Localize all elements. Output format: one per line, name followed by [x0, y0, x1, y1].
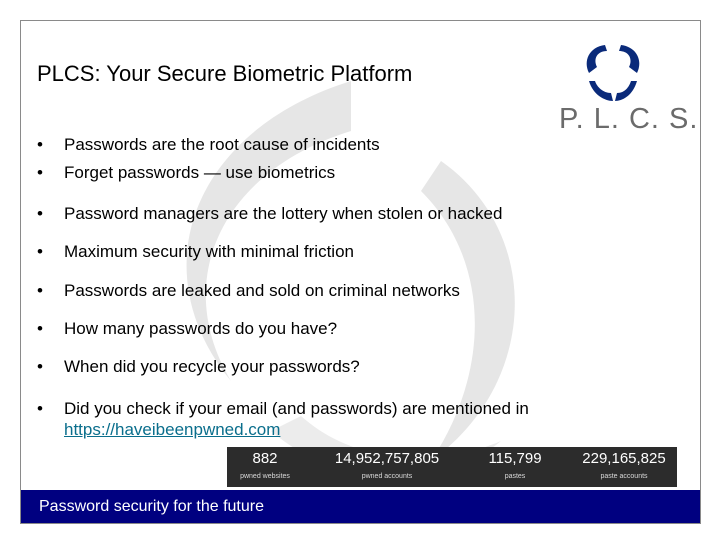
bullet-text: Passwords are the root cause of incidents: [64, 135, 380, 154]
plcs-logo-icon: [577, 37, 649, 109]
footer-bar: [21, 490, 700, 523]
pwned-stats-banner: [227, 447, 677, 487]
bullet-marker: •: [37, 163, 43, 182]
stat-pwned-websites: [229, 450, 301, 482]
slide-title: PLCS: Your Secure Biometric Platform: [37, 61, 413, 86]
bullet-marker: •: [37, 281, 43, 300]
haveibeenpwned-link[interactable]: https://haveibeenpwned.com: [64, 420, 281, 439]
stat-paste-accounts: [573, 450, 675, 482]
stat-pastes: [467, 450, 563, 482]
footer-text: Password security for the future: [39, 498, 264, 515]
bullet-text: Passwords are leaked and sold on criminal networks: [64, 281, 460, 300]
stat-value: 115,799: [488, 450, 542, 467]
bullet-text: Password managers are the lottery when stolen or hacked: [64, 204, 503, 223]
bullet-marker: •: [37, 135, 43, 154]
stat-label: pwned accounts: [361, 473, 413, 480]
bullet-marker: •: [37, 242, 43, 261]
logo-wordmark: P. L. C. S.: [559, 103, 699, 135]
bullet-marker: •: [37, 319, 43, 338]
stat-pwned-accounts: [319, 450, 455, 482]
stat-label: pwned websites: [240, 473, 290, 480]
bullet-text: Did you check if your email (and passwords) are mentioned in: [64, 399, 529, 418]
bullet-marker: •: [37, 357, 43, 376]
bullet-text: How many passwords do you have?: [64, 319, 338, 338]
stat-value: 14,952,757,805: [334, 450, 440, 467]
bullet-text: Forget passwords — use biometrics: [64, 163, 336, 182]
stat-value: 882: [252, 450, 278, 467]
bullet-marker: •: [37, 204, 43, 223]
slide: [20, 20, 701, 524]
bullet-marker: •: [37, 399, 43, 418]
stat-value: 229,165,825: [582, 450, 666, 467]
stat-label: paste accounts: [600, 473, 648, 480]
bullet-text: When did you recycle your passwords?: [64, 357, 360, 376]
bullet-text: Maximum security with minimal friction: [64, 242, 354, 261]
stat-label: pastes: [504, 473, 526, 480]
